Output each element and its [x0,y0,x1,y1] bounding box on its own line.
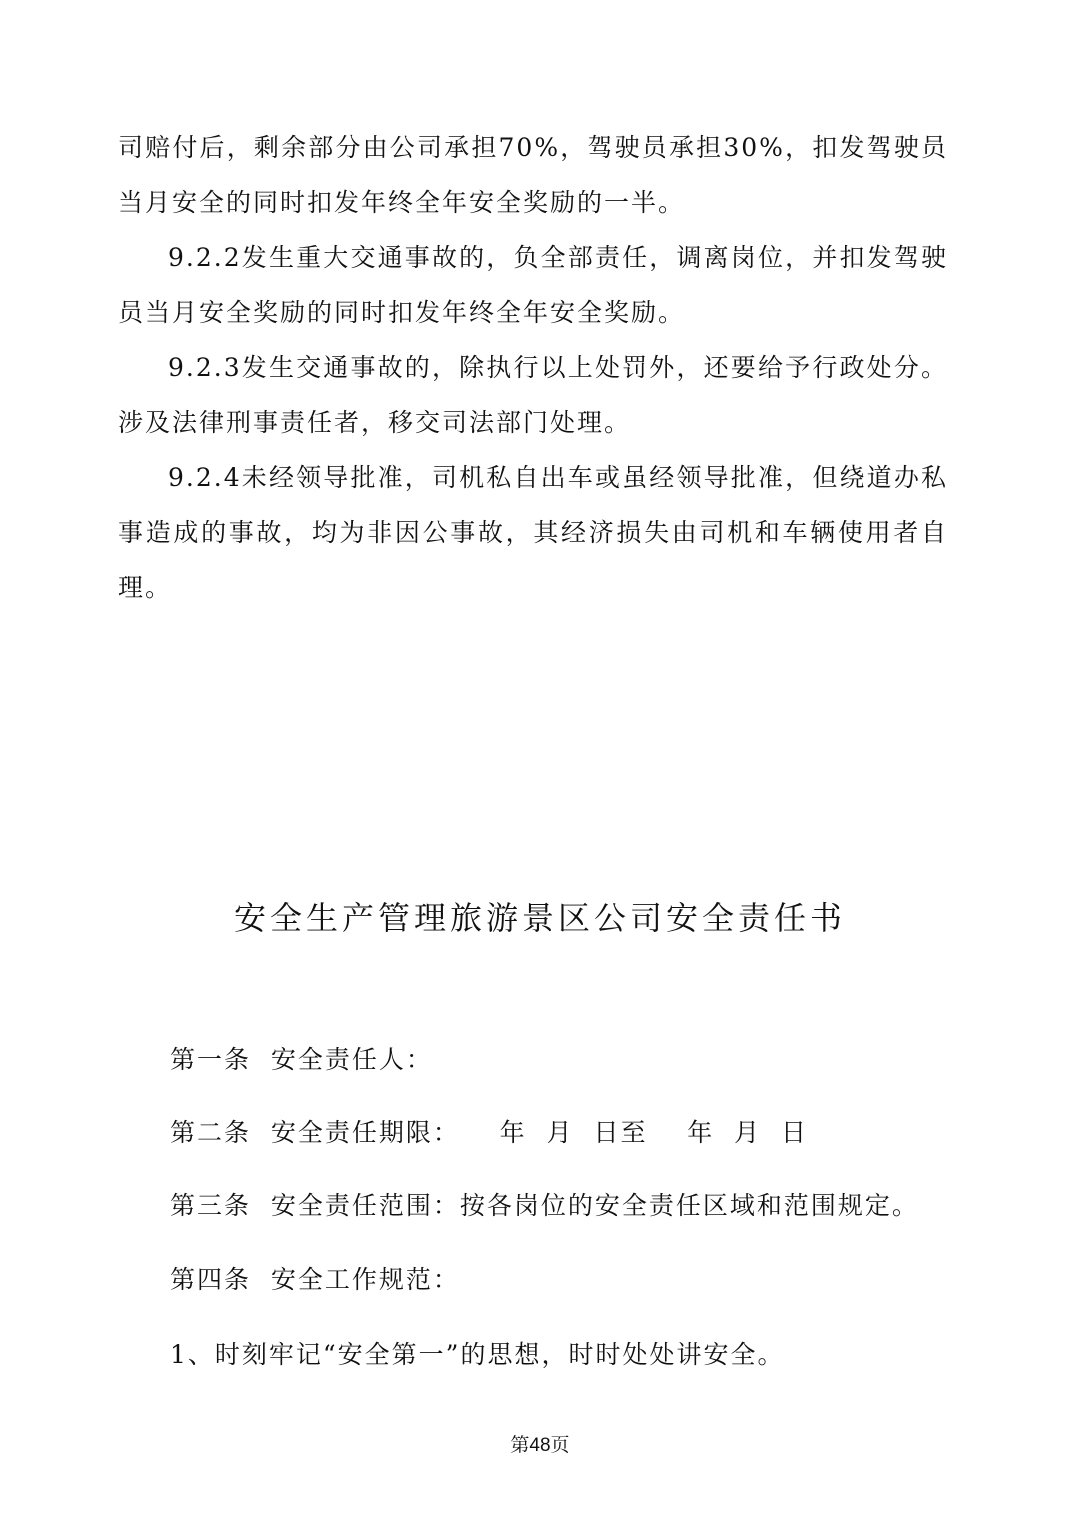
paragraph-9-2-4: 9.2.4未经领导批准，司机私自出车或虽经领导批准，但绕道办私事造成的事故，均为非因公事故，其经济损失由司机和车辆使用者自理。 [118,463,948,602]
page-number: 第48页 [510,1435,570,1456]
clause-3: 第三条 安全责任范围：按各岗位的安全责任区域和范围规定。 [170,1191,919,1220]
paragraph-9-2-3: 9.2.3发生交通事故的，除执行以上处罚外，还要给予行政处分。涉及法律刑事责任者，移交司法部门处理。 [118,353,948,437]
paragraph-continuation: 司赔付后，剩余部分由公司承担70%，驾驶员承担30%，扣发驾驶员当月安全的同时扣发年终全年安全奖励的一半。 [118,133,948,217]
clause-4: 第四条 安全工作规范： [170,1265,460,1294]
list-item-1: 1、时刻牢记“安全第一”的思想，时时处处讲安全。 [170,1340,785,1369]
section-title: 安全生产管理旅游景区公司安全责任书 [233,899,846,937]
clause-2: 第二条 安全责任期限： 年 月 日至 年 月 日 [170,1118,809,1147]
clause-1: 第一条 安全责任人： [170,1045,433,1074]
paragraph-9-2-2: 9.2.2发生重大交通事故的，负全部责任，调离岗位，并扣发驾驶员当月安全奖励的同时扣发年终全年安全奖励。 [118,243,948,327]
